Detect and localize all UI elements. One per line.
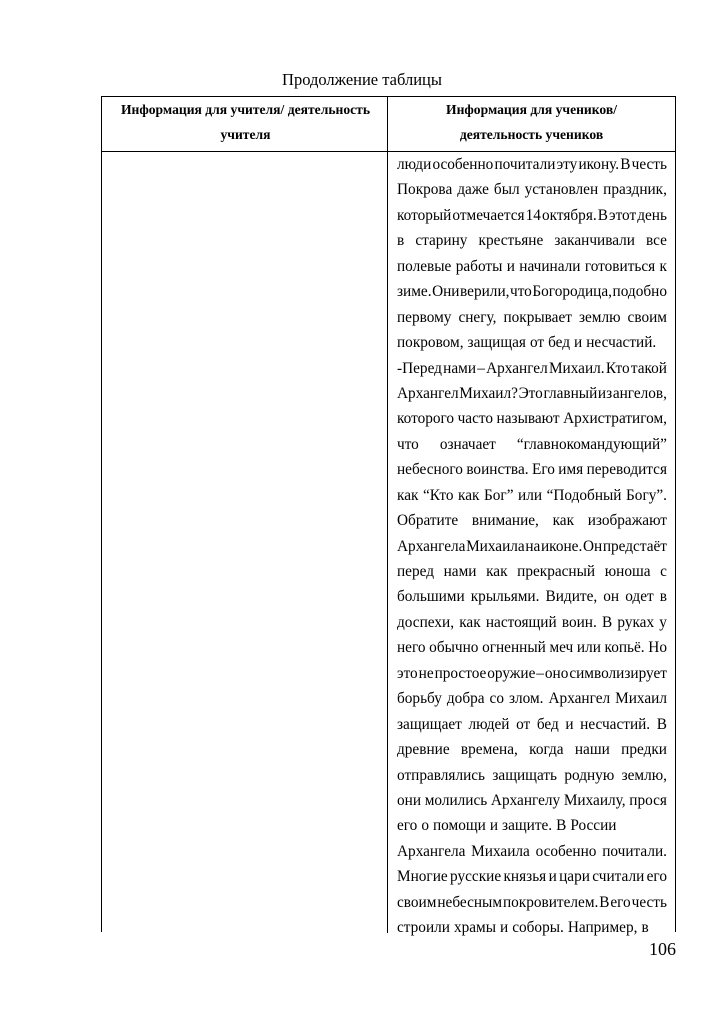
student-text-line: они молились Архангелу Михаилу, прося [397,791,667,809]
student-text-line: защищает людей от бед и несчастий. В [397,715,667,733]
student-text-line: в старину крестьяне заканчивали все [397,232,667,250]
column-divider [387,97,388,933]
student-text-line: небесного воинства. Его имя переводится [397,461,667,479]
student-text-line: Архангела Михаила на иконе. Он предстаёт [397,537,667,555]
student-text-line: покровом, защищая от бед и несчастий. [397,334,657,352]
header-teacher-line-2: учителя [220,127,271,142]
student-text-line: полевые работы и начинали готовиться к [397,257,667,275]
student-text-line: Многие русские князья и цари считали его [397,868,667,886]
header-teacher-info [106,97,385,151]
student-text-line: отправлялись защищать родную землю, [397,766,667,784]
table-caption: Продолжение таблицы [282,70,442,89]
header-student-info [393,97,670,151]
student-text-line: Архангела Михаила особенно почитали. [397,842,667,860]
student-text-line: борьбу добра со злом. Архангел Михаил [397,690,667,708]
student-text-line: большими крыльями. Видите, он одет в [397,588,667,606]
continuation-table [101,96,676,937]
student-text-line: люди особенно почитали эту икону. В честь [397,156,667,173]
student-text-line: это не простое оружие – оно символизирует [397,664,667,682]
student-text-line: строили храмы и соборы. Например, в [397,919,649,937]
student-text-line: Архангел Михаил? Это главный из ангелов, [397,384,667,402]
student-text-line: доспехи, как настоящий воин. В руках у [397,613,667,631]
header-student-line-1: Информация для учеников/ [446,102,617,117]
student-text-line: его о помощи и защите. В России [397,817,617,835]
student-text-line: как “Кто как Бог” или “Подобный Богу”. [397,486,667,504]
student-text-line: который отмечается 14 октября. В этот день [397,206,667,224]
student-text-line: которого часто называют Архистратигом, [397,410,667,428]
student-text-line: первому снегу, покрывает землю своим [397,308,667,326]
page-number: 106 [649,939,676,959]
student-text-line: своим небесным покровителем. В его честь [397,893,667,911]
student-text-line: зиме. Они верили, что Богородица, подобно [397,283,667,301]
header-student-line-2: деятельность учеников [459,127,604,142]
student-text-line: Покрова даже был установлен праздник, [397,181,667,199]
student-info-cell [397,152,667,941]
header-teacher-line-1: Информация для учителя/ деятельность [120,102,371,117]
student-text-line: Обратите внимание, как изображают [397,512,667,530]
student-text-line: него обычно огненный меч или копьё. Но [397,639,667,657]
student-text-line: -Перед нами – Архангел Михаил. Кто такой [397,359,667,377]
student-text-line: перед нами как прекрасный юноша с [397,563,667,580]
student-text-line: что означает “главнокомандующий” [397,435,667,453]
student-text-line: древние времена, когда наши предки [397,741,667,759]
